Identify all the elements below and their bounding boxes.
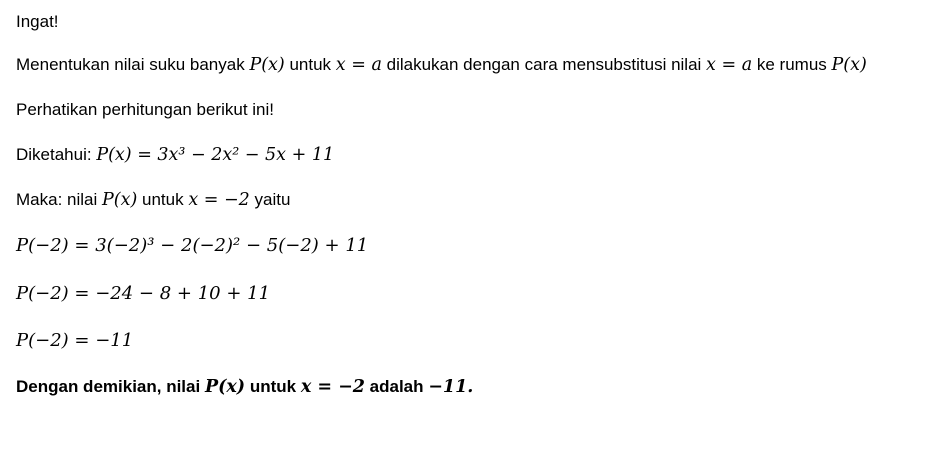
then-paragraph xyxy=(16,188,911,213)
intro-text-2: untuk xyxy=(284,54,336,74)
intro-text-4: ke xyxy=(752,54,775,74)
heading-text: Ingat! xyxy=(16,12,59,31)
instruction-text: Perhatikan perhitungan berikut ini! xyxy=(16,100,274,120)
given-formula: P(x) = 3x³ − 2x² − 5x + 11 xyxy=(96,144,335,165)
then-math-px: P(x) xyxy=(101,190,138,211)
intro-text-1: Menentukan nilai suku banyak xyxy=(16,54,250,74)
intro-text-5: rumus xyxy=(779,54,832,74)
conclusion-math-result: −11. xyxy=(428,376,474,397)
intro-math-px-1: P(x) xyxy=(249,54,285,75)
intro-math-xa-1: x = a xyxy=(335,54,382,75)
conclusion-text-1: Dengan demikian, nilai xyxy=(16,376,205,396)
then-text-3: yaitu xyxy=(249,190,291,210)
heading-ingat xyxy=(16,10,911,35)
intro-math-xa-2: x = a xyxy=(706,54,753,75)
calculation-step-2: P(−2) = −24 − 8 + 10 + 11 xyxy=(16,282,271,304)
conclusion-paragraph xyxy=(16,375,911,400)
given-label: Diketahui: xyxy=(16,144,97,164)
calculation-step-3: P(−2) = −11 xyxy=(16,329,134,351)
then-math-x-value: x = −2 xyxy=(188,190,250,211)
then-text-2: untuk xyxy=(137,190,189,210)
instruction-paragraph xyxy=(16,98,911,123)
conclusion-math-px: P(x) xyxy=(204,376,246,397)
intro-paragraph xyxy=(16,53,911,78)
intro-math-px-2: P(x) xyxy=(831,54,867,75)
conclusion-text-3: adalah xyxy=(364,376,429,396)
calculation-step-1: P(−2) = 3(−2)³ − 2(−2)² − 5(−2) + 11 xyxy=(16,235,369,257)
conclusion-math-x-value: x = −2 xyxy=(300,376,365,397)
given-paragraph xyxy=(16,143,911,168)
then-text-1: Maka: nilai xyxy=(16,190,102,210)
intro-text-3: dilakukan dengan cara mensubstitusi nilai xyxy=(381,54,707,74)
conclusion-text-2: untuk xyxy=(245,376,301,396)
